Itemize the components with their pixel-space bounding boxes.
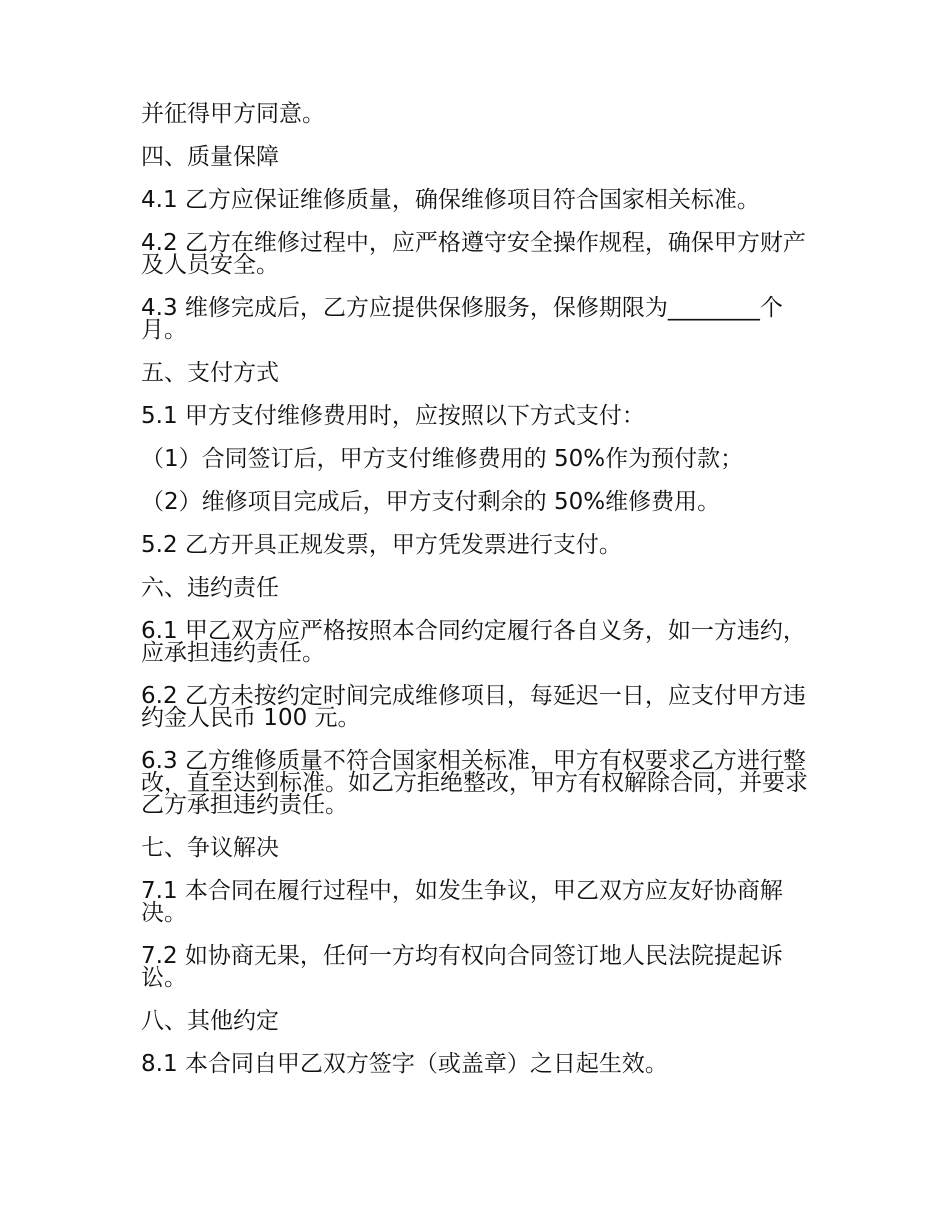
warranty-period-blank: ________ [667,295,760,321]
clause-5-1-item-1: （1）合同签订后，甲方支付维修费用的 50%作为预付款； [141,446,744,472]
clause-7-1: 7.1 本合同在履行过程中，如发生争议，甲乙双方应友好协商解决。 [141,878,783,926]
section-heading-quality: 四、质量保障 [141,144,279,170]
clause-6-1: 6.1 甲乙双方应严格按照本合同约定履行各自义务，如一方违约，应承担违约责任。 [141,618,806,666]
section-heading-breach: 六、违约责任 [141,575,279,601]
clause-4-2: 4.2 乙方在维修过程中，应严格遵守安全操作规程，确保甲方财产及人员安全。 [141,230,806,278]
paragraph-consent: 并征得甲方同意。 [141,101,325,127]
section-heading-payment: 五、支付方式 [141,360,279,386]
clause-4-3-suffix: 个月。 [141,295,783,343]
clause-4-1: 4.1 乙方应保证维修质量，确保维修项目符合国家相关标准。 [141,187,760,213]
clause-6-2: 6.2 乙方未按约定时间完成维修项目，每延迟一日，应支付甲方违约金人民币 100 元。 [141,683,806,731]
clause-4-3-prefix: 4.3 维修完成后，乙方应提供保修服务，保修期限为 [141,295,668,321]
clause-4-3 [141,297,813,341]
document-content [141,103,813,1096]
clause-5-1-item-2: （2）维修项目完成后，甲方支付剩余的 50%维修费用。 [141,489,721,515]
clause-5-1: 5.1 甲方支付维修费用时，应按照以下方式支付： [141,403,645,429]
clause-5-2: 5.2 乙方开具正规发票，甲方凭发票进行支付。 [141,532,622,558]
section-heading-other: 八、其他约定 [141,1008,279,1034]
clause-7-2: 7.2 如协商无果，任何一方均有权向合同签订地人民法院提起诉讼。 [141,943,783,991]
clause-8-1: 8.1 本合同自甲乙双方签字（或盖章）之日起生效。 [141,1051,668,1077]
clause-6-3: 6.3 乙方维修质量不符合国家相关标准，甲方有权要求乙方进行整改，直至达到标准。如乙方拒绝整改，甲方有权解除合同，并要求乙方承担违约责任。 [141,748,808,818]
section-heading-dispute: 七、争议解决 [141,835,279,861]
